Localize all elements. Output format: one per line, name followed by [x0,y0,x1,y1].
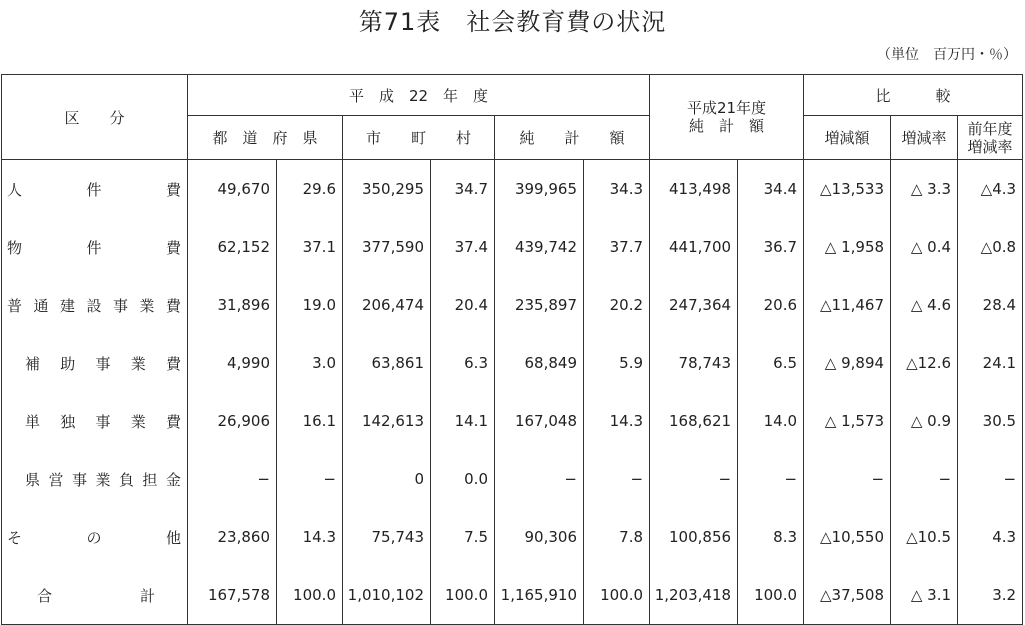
cell-rate: △10.5 [891,508,958,566]
cell-rate: △ 3.1 [891,566,958,625]
cell-muni: 142,613 [343,392,431,450]
row-label [2,566,188,625]
table-row [2,218,1023,276]
header-prev-year-line2: 純 計 額 [689,117,765,135]
cell-prev-rate: △0.8 [958,218,1023,276]
cell-prev-rate: − [958,450,1023,508]
cell-rate: △ 0.9 [891,392,958,450]
row-label-text [7,469,181,490]
row-label-text [7,295,181,316]
cell-pref-pct: 16.1 [277,392,343,450]
label-char: 費 [165,354,181,373]
cell-net-pct: 20.2 [584,276,650,334]
cell-prev-rate: 28.4 [958,276,1023,334]
cell-rate: △ 4.6 [891,276,958,334]
header-prev-change-rate [958,116,1023,160]
cell-rate: △ 3.3 [891,160,958,219]
header-change-rate: 増減率 [891,116,958,160]
label-char: そ [7,528,23,547]
cell-muni: 350,295 [343,160,431,219]
header-prev-year-line1: 平成21年度 [686,99,767,117]
cell-pref-pct: 37.1 [277,218,343,276]
cell-net: 399,965 [495,160,584,219]
cell-prev: 100,856 [650,508,738,566]
header-change-amount: 増減額 [804,116,891,160]
cell-chg: △37,508 [804,566,891,625]
table-row [2,508,1023,566]
cell-prev: 78,743 [650,334,738,392]
row-label [2,334,188,392]
cell-prev: − [650,450,738,508]
label-char: 業 [95,470,111,489]
cell-pref: 4,990 [188,334,277,392]
label-char: 営 [48,470,64,489]
cell-prev-pct: 100.0 [738,566,804,625]
cell-muni-pct: 34.7 [431,160,495,219]
cell-muni-pct: 0.0 [431,450,495,508]
table-row [2,334,1023,392]
cell-net: 439,742 [495,218,584,276]
cell-net-pct: 14.3 [584,392,650,450]
cell-rate: △ 0.4 [891,218,958,276]
cell-chg: △11,467 [804,276,891,334]
label-char: 金 [165,470,181,489]
cell-pref: 31,896 [188,276,277,334]
cell-prev: 247,364 [650,276,738,334]
cell-prev-rate: 4.3 [958,508,1023,566]
cell-pref: 49,670 [188,160,277,219]
cell-chg: − [804,450,891,508]
header-prev-change-rate-line2: 増減率 [967,137,1013,156]
row-label-text [7,527,181,548]
row-label-text [7,411,181,432]
cell-chg: △ 1,573 [804,392,891,450]
label-char: 人 [7,180,23,199]
label-char: 件 [86,180,102,199]
cell-net: 68,849 [495,334,584,392]
row-label [2,218,188,276]
cell-muni: 63,861 [343,334,431,392]
cell-net-pct: 5.9 [584,334,650,392]
row-label [2,276,188,334]
cell-chg: △ 1,958 [804,218,891,276]
label-char: 業 [130,354,146,373]
label-char: 計 [139,586,155,605]
label-char: 事 [71,470,87,489]
cell-net-pct: − [584,450,650,508]
cell-muni: 75,743 [343,508,431,566]
label-char: 普 [7,296,23,315]
cell-prev: 441,700 [650,218,738,276]
table-title: 第71表 社会教育費の状況 [358,8,667,36]
cell-prev-rate: 30.5 [958,392,1023,450]
label-char: 業 [139,296,155,315]
cell-prev-pct: 20.6 [738,276,804,334]
cell-muni-pct: 37.4 [431,218,495,276]
cell-net-pct: 7.8 [584,508,650,566]
label-char: 事 [95,354,111,373]
education-expense-table [1,74,1023,625]
table-row [2,566,1023,625]
label-char: 合 [37,586,53,605]
cell-pref: 62,152 [188,218,277,276]
cell-pref-pct: 19.0 [277,276,343,334]
label-char: 件 [86,238,102,257]
label-char: 担 [142,470,158,489]
cell-net: 235,897 [495,276,584,334]
cell-pref: 23,860 [188,508,277,566]
cell-pref: − [188,450,277,508]
cell-chg: △ 9,894 [804,334,891,392]
row-label-text [7,585,181,606]
cell-pref-pct: − [277,450,343,508]
cell-chg: △10,550 [804,508,891,566]
cell-net: 90,306 [495,508,584,566]
cell-muni: 1,010,102 [343,566,431,625]
cell-prev-rate: 3.2 [958,566,1023,625]
table-row [2,450,1023,508]
table-row [2,276,1023,334]
label-char: 物 [7,238,23,257]
header-category: 区 分 [2,75,188,160]
cell-chg: △13,533 [804,160,891,219]
row-label-text [7,179,181,200]
label-char: 費 [165,238,181,257]
label-char: 県 [25,470,41,489]
cell-rate: − [891,450,958,508]
label-char: 通 [33,296,49,315]
unit-note: （単位 百万円・％） [877,47,1017,63]
cell-prev-pct: − [738,450,804,508]
cell-pref-pct: 3.0 [277,334,343,392]
cell-prev-pct: 36.7 [738,218,804,276]
header-prev-year [650,75,804,160]
label-char: 業 [130,412,146,431]
header-comparison: 比 較 [804,75,1023,116]
label-char: 補 [25,354,41,373]
cell-prev-rate: 24.1 [958,334,1023,392]
cell-muni: 206,474 [343,276,431,334]
cell-prev-pct: 14.0 [738,392,804,450]
row-label [2,450,188,508]
cell-prev-pct: 34.4 [738,160,804,219]
row-label [2,160,188,219]
cell-net: − [495,450,584,508]
cell-net-pct: 34.3 [584,160,650,219]
label-char: 助 [60,354,76,373]
cell-prev: 1,203,418 [650,566,738,625]
cell-pref-pct: 29.6 [277,160,343,219]
cell-muni-pct: 100.0 [431,566,495,625]
table-row [2,160,1023,219]
cell-prev-pct: 6.5 [738,334,804,392]
cell-pref: 167,578 [188,566,277,625]
header-prefecture: 都 道 府 県 [188,116,343,160]
label-char: 費 [165,296,181,315]
row-label-text [7,353,181,374]
cell-muni-pct: 14.1 [431,392,495,450]
cell-pref-pct: 14.3 [277,508,343,566]
cell-net-pct: 37.7 [584,218,650,276]
cell-prev: 168,621 [650,392,738,450]
label-char: 負 [118,470,134,489]
label-char: 建 [59,296,75,315]
table-body [2,160,1023,625]
label-char: 事 [95,412,111,431]
cell-muni-pct: 20.4 [431,276,495,334]
cell-pref: 26,906 [188,392,277,450]
cell-muni: 0 [343,450,431,508]
label-char: 他 [165,528,181,547]
label-char: 費 [165,180,181,199]
cell-muni: 377,590 [343,218,431,276]
header-municipality: 市 町 村 [343,116,495,160]
header-year-current: 平 成 22 年 度 [188,75,650,116]
cell-pref-pct: 100.0 [277,566,343,625]
cell-net-pct: 100.0 [584,566,650,625]
cell-prev: 413,498 [650,160,738,219]
row-label [2,508,188,566]
label-char: 設 [86,296,102,315]
label-char: 費 [165,412,181,431]
table-row [2,392,1023,450]
header-net-total: 純 計 額 [495,116,650,160]
cell-muni-pct: 6.3 [431,334,495,392]
label-char: の [86,528,102,547]
cell-rate: △12.6 [891,334,958,392]
label-char: 事 [112,296,128,315]
header-prev-change-rate-line1: 前年度 [967,119,1013,138]
cell-muni-pct: 7.5 [431,508,495,566]
cell-net: 1,165,910 [495,566,584,625]
cell-net: 167,048 [495,392,584,450]
row-label-text [7,237,181,258]
label-char: 単 [25,412,41,431]
cell-prev-rate: △4.3 [958,160,1023,219]
cell-prev-pct: 8.3 [738,508,804,566]
label-char: 独 [60,412,76,431]
row-label [2,392,188,450]
